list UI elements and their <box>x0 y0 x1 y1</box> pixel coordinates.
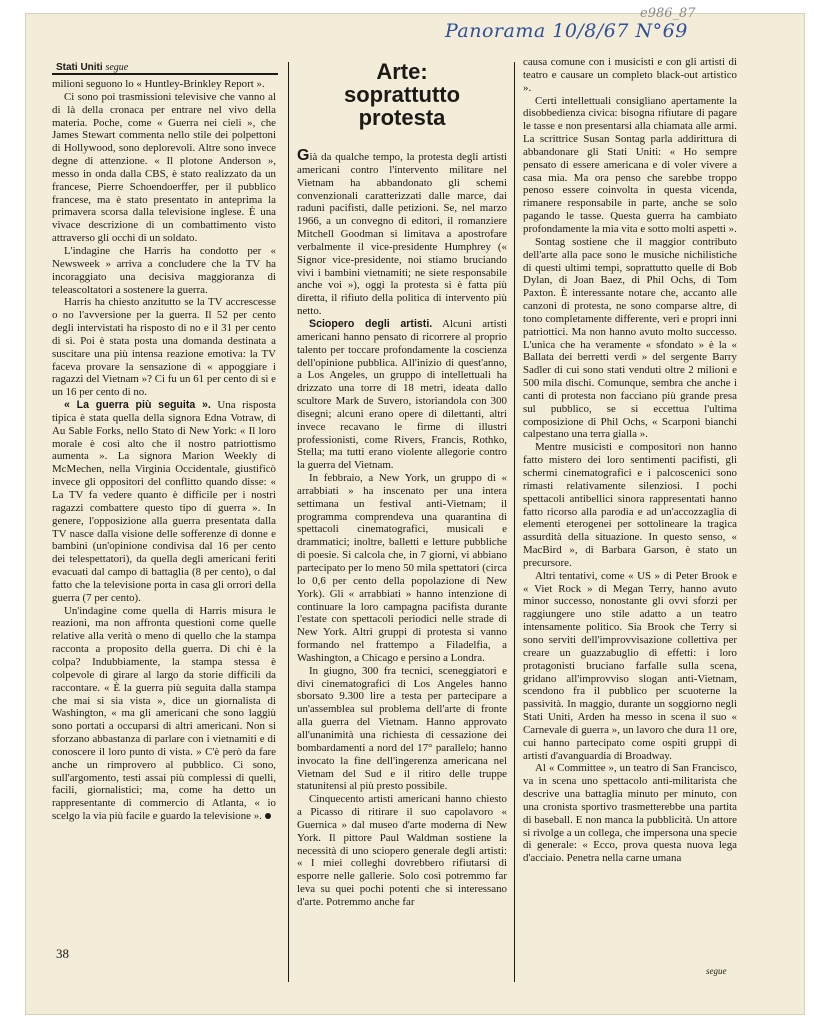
column-divider-1 <box>288 62 289 982</box>
paragraph-text: ià da qualche tempo, la protesta degli artisti americani contro l'intervento militare nel Vietnam ha abbandonato gli schemi convenzionali caratterizzati dalle marce, dai raduni pacifisti, dalle petizioni. Se, nel marzo 1966, a un convegno di editori, il romanziere Mitchell Goodman si limitava a apostrofare verbalmente il vice-presidente Humphrey (« Signor vice-presidente, noi stiamo bruciando vivi i bambini vietnamiti; ne siete responsabile anche voi »), oggi la protesta si è fatta più diretta, il rifiuto della politica di intervento più netto. <box>297 151 507 318</box>
subheading: « La guerra più seguita ». <box>64 399 211 412</box>
paragraph: Cinquecento artisti americani hanno chiesto a Picasso di ritirare il suo capolavoro « Guernica » dal museo d'arte moderna di New York. Il pittore Paul Waldman sostiene la necessità di uno sciopero generale degli artisti: « I miei colleghi dovrebbero rifiutarsi di esporre nelle gallerie. Solo così potremmo far leva su quei pochi potenti che si interessano d'arte. Potremmo anche far <box>297 793 507 908</box>
page-number: 38 <box>56 946 69 961</box>
paragraph <box>52 399 276 605</box>
article-title <box>297 60 507 129</box>
paragraph: Certi intellettuali consigliano apertamente la disobbedienza civica: bisogna rifiutare di pagare le tasse e non presentarsi alla chiamata alle armi. La scrittrice Susan Sontag parla addirittura di abbandonare gli Stati Uniti: « Ho sempre pensato di essere americana e di voler vivere a casa mia. Ma ora penso che sarebbe troppo penoso essere coinvolta in questa vicenda, rimanere responsabile in parte, anche se solo pagando le tasse. Questa guerra ha cambiato profondamente la mia vita e sotto molti aspetti ». <box>523 94 737 235</box>
paragraph-text: Una risposta tipica è stata quella della signora Edna Votraw, di Au Sable Forks, nello Stato di New York: « Il loro morale è così alto che il nostro patriottismo aumenta ». La signora Marion Weekly di McMechen, nella Virginia Occidentale, giustificò invece gli oppositori del conflitto quando disse: « La TV fa vedere quanto è difficile per i nostri ragazzi combattere questo tipo di guerra ». In genere, l'opposizione alla guerra presentata dalla TV nasce dalla visione delle sofferenze di donne e bambini (un'opinione condivisa dal 16 per cento dei telespettatori), da quella degli americani feriti evacuati dal campo di battaglia (8 per cento), o dal fatto che la televisione porta in casa gli orrori della guerra (7 per cento). <box>52 399 276 604</box>
paragraph: Mentre musicisti e compositori non hanno fatto mistero dei loro sentimenti pacifisti, gli schermi cinematografici e i palcoscenici sono rimasti relativamente silenziosi. I pochi spettacoli antibellici sinora rappresentati hanno fatto ricorso alla parodia e ad un'accozzaglia di elementi eterogenei per sottolineare la tragica assurdità della situazione. In questo senso, « MacBird », di Barbara Garson, è stato un precursore. <box>523 441 737 569</box>
end-bullet-icon <box>265 813 271 819</box>
paragraph <box>297 147 507 318</box>
title-line-2: soprattutto <box>343 82 461 107</box>
paragraph: causa comune con i musicisti e con gli artisti di teatro e causare un completo black-out artistico ». <box>523 56 737 94</box>
archive-code: e986_87 <box>640 6 696 21</box>
left-column <box>52 78 276 823</box>
title-line-1: Arte: <box>376 59 428 84</box>
paragraph: Sontag sostiene che il maggior contributo dell'arte alla pace sono le musiche nichilistiche di questi ultimi tempi, soprattutto quelle di Bob Dylan, di Joan Baez, di Phil Ochs, di Tom Paxton. È interessante notare che, accanto alle canzoni di protesta, ne sono comparse altre, di tono completamente differente, veri e propri inni patriottici. Ma non hanno avuto molto successo. L'unica che ha veramente « sfondato » è la « Ballata dei berretti verdi » del sergente Barry Sadler di cui sono stati venduti oltre 2 milioni e 500 mila dischi. Comunque, sembra che anche i canti di protesta non facciano più grande presa sul pubblico, se si eccettua l'ultima composizione di Phil Ochs, « Scarponi bianchi calpestano una terra gialla ». <box>523 235 737 441</box>
section-name: Stati Uniti <box>56 62 103 73</box>
paragraph: Ci sono poi trasmissioni televisive che vanno al di là della cronaca per entrare nel vivo della materia. Poche, come « Guerra nei cieli », che James Stewart commenta nello stile dei polpettoni di Hollywood, sono deplorevoli. Altre sono invece degne di attenzione. « Il plotone Anderson », messo in onda dalla CBS, è stato realizzato da un francese, Pierre Schoendoerffer, per il pubblico francese, ma è stato presentato in anteprima la primavera scorsa dalla televisione inglese. È una vivace descrizione di un combattimento visto attraverso gli occhi di un soldato. <box>52 90 276 245</box>
paragraph <box>297 318 507 472</box>
paragraph <box>52 605 276 823</box>
drop-cap: G <box>297 147 310 164</box>
right-column <box>523 56 737 865</box>
continued-label: segue <box>706 966 727 976</box>
section-label <box>56 62 128 73</box>
paragraph: In giugno, 300 fra tecnici, sceneggiatori e divi cinematografici di Los Angeles hanno sborsato 9.300 lire a testa per partecipare a un'assemblea sul problema dell'arte di fronte alla guerra del Vietnam. Hanno approvato all'unanimità una richiesta di cessazione dei bombardamenti a nord del 17° parallelo; hanno invocato la fine dell'ingerenza americana nel Vietnam del Sud e il ritiro delle truppe statunitensi al più presto possibile. <box>297 664 507 793</box>
section-segue: segue <box>105 62 129 73</box>
paragraph: In febbraio, a New York, un gruppo di « arrabbiati » ha inscenato per una intera settimana un festival anti-Vietnam; il programma comprendeva una quarantina di spettacoli cinematografici, musicali e drammatici; inoltre, balletti e letture pubbliche di poesie. Si calcola che, in 7 giorni, vi abbiano partecipato per lo meno 50 mila spettatori (circa lo 0,6 per cento della popolazione di New York). Gli « arrabbiati » hanno intenzione di continuare la loro campagna pacifista durante l'estate con spettacoli periodici nelle strade di New York. Altri gruppi di protesta si vanno formando nel frattempo a Filadelfia, a Washington, a Chicago e persino a Londra. <box>297 472 507 664</box>
paragraph-text: Un'indagine come quella di Harris misura le reazioni, ma non affronta questioni come quelle relative alla verità o meno di quello che la stampa racconta a proposito della guerra. Di chi è la colpa? Indubbiamente, la stampa stessa è colpevole di girare al largo da storie difficili da raccontare. « È la guerra più seguita dalla stampa che mai si sia vista », dice un giornalista di Washington, « ma gli americani che sono laggiù sono portati a occuparsi di altri americani. Non si sforzano abbastanza di parlare con i vietnamiti e di conoscere il loro punto di vista. » C'è però da fare anche un rimprovero al pubblico. Ci sono, sull'argomento, testi assai più complessi di quelli, facili, giornalistici; ma, come ha detto un rappresentante di commercio di Atlanta, « io scelgo la via più facile e guardo la televisione ». <box>52 604 276 823</box>
paragraph-text: Alcuni artisti americani hanno pensato di ricorrere al proprio talento per toccare profondamente la coscienza dell'opinione pubblica. All'inizio di quest'anno, a Los Angeles, un gruppo di intellettuali ha drizzato una torre di 18 metri, ideata dallo scultore Mark de Suvero, istoriandola con 300 disegni; alcuni erano opere di dilettanti, altri invece recavano le firme di illustri professionisti, come Rivers, Francis, Rothko, Stella; ma tutti erano violente allegorie contro la guerra del Vietnam. <box>297 317 507 472</box>
paragraph: Altri tentativi, come « US » di Peter Brook e « Viet Rock » di Megan Terry, hanno avuto minor successo, nonostante gli ovvi sforzi per raggiungere uno stile adatto a un teatro intensamente politico. Sia Brook che Terry si sono serviti dell'improvvisazione collettiva per creare un guazzabuglio di effetti: i loro protagonisti bruciano farfalle sulla scena, gridano all'improvviso slogan anti-Vietnam, scendono fra il pubblico per scuoterne la passività. In maggio, durante un soggiorno negli Stati Uniti, Arden ha messo in scena il suo « Carnevale di guerra », un lavoro che dura 11 ore, cui hanno partecipato come ospiti gruppi di artisti d'avanguardia di Broadway. <box>523 569 737 762</box>
paragraph: L'indagine che Harris ha condotto per « Newsweek » arriva a concludere che la TV ha incoraggiato una decisiva maggioranza di teleascoltatori a sostenere la guerra. <box>52 244 276 296</box>
paragraph: Harris ha chiesto anzitutto se la TV accrescesse o no l'avversione per la guerra. Il 52 per cento degli intervistati ha risposto di no e il 31 per cento di sì. Poi è stata posta una domanda destinata a suscitare una più intensa reazione emotiva: la TV faceva provare la sensazione di « appoggiare i ragazzi del Vietnam »? Ci fu un 61 per cento di sì e un 16 per cento di no. <box>52 296 276 399</box>
title-line-3: protesta <box>358 105 446 130</box>
subheading: Sciopero degli artisti. <box>309 317 433 330</box>
handwritten-note: Panorama 10/8/67 N°69 <box>445 20 688 42</box>
middle-column <box>297 147 507 909</box>
paragraph: milioni seguono lo « Huntley-Brinkley Report ». <box>52 78 265 90</box>
header-rule-left <box>52 73 278 75</box>
paragraph: Al « Committee », un teatro di San Francisco, va in scena uno spettacolo anti-militarista che descrive una battaglia minuto per minuto, con una cronista sportivo trasmetterebbe una partita di baseball. E non manca la pubblicità. Un attore si rivolge a un collega, che impersona una specie di generale: « Ecco, prova questa nuova lega d'acciaio. Penetra nella carne umana <box>523 762 737 865</box>
column-divider-2 <box>514 62 515 982</box>
